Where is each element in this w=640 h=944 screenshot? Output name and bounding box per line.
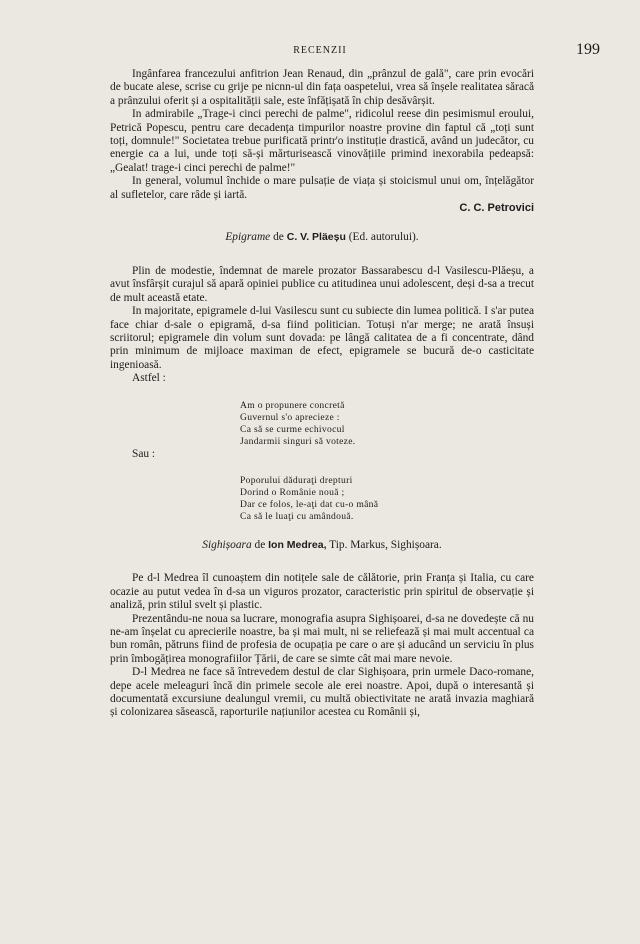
epigram-2-line-3: Dar ce folos, le-aţi dat cu-o mână <box>240 498 379 510</box>
review2-title <box>110 231 534 244</box>
review2-lead-1: Astfel : <box>132 372 166 385</box>
epigram-1-line-3: Ca să se curme echivocul <box>240 423 345 435</box>
review3-title <box>110 539 534 552</box>
review3-book-title: Sighișoara <box>202 538 252 551</box>
review2-lead-2: Sau : <box>132 447 156 460</box>
running-header: RECENZII <box>293 45 347 56</box>
review3-title-connector: de <box>254 538 266 551</box>
epigram-2-line-2: Dorind o Românie nouă ; <box>240 486 345 498</box>
review2-title-connector: de <box>273 231 284 244</box>
review1-paragraph-1: Ingânfarea francezului anfitrion Jean Renaud, din „prânzul de gală", care prin evocări de bucate alese, scrise cu grije pe nicnn-ul din fața oaspetelui, vrea să înșele realitatea săracă a prânzului oferit și a ospitalității sale, este înfățișată în chip desăvârșit. <box>110 68 534 107</box>
review1-signature: C. C. Petrovici <box>459 202 534 215</box>
page-body <box>110 68 534 720</box>
review2-book-title: Epigrame <box>225 231 271 244</box>
epigram-1-line-2: Guvernul s'o aprecieze : <box>240 411 340 423</box>
review2-paragraph-1: Plin de modestie, îndemnat de marele prozator Bassarabescu d-l Vasilescu-Plăeșu, a avut însfârșit curajul să apară opiniei publice cu atitudinea unui adolescent, deși d-sa a trecut de mult această etate. <box>110 264 534 304</box>
epigram-2-line-4: Ca să le luaţi cu amândouă. <box>240 510 354 522</box>
review3-paragraph-2: Prezentându-ne noua sa lucrare, monografia asupra Sighișoarei, d-sa ne dovedește că nu ne-am înșelat cu aprecierile noastre, ba și mai mult, ni se reliefează și mai mult accentual ca bun român, pătruns fiind de profesia de ocupația pe care o are și aducând un serviciu în plus prin îmbogățirea monografiilor Țării, de care se simte cât mai mare nevoie. <box>110 612 534 665</box>
review3-paragraph-3: D-l Medrea ne face să întrevedem destul de clar Sighișoara, prin urmele Daco-romane, depe acele meleaguri încă din primele secole ale erei noastre. Apoi, după o interesantă și documentată excursiune dealungul vremii, cu multă obiectivitate ne arată invazia maghiară și colonizarea săsească, raporturile națiunilor acestea cu Românii și, <box>110 666 534 719</box>
review3-book-publisher: Tip. Markus, Sighișoara. <box>329 538 442 551</box>
review1-paragraph-2: In admirabile „Trage-i cinci perechi de palme", ridicolul reese din pesimismul eroului, Petrică Popescu, pentru care decadența timpurilor noastre provine din faptul că „toți sunt toți, domnule!" Societatea trebue purificată printr'o instituție drastică, având un judecător, cu energie ca a lui, unde toți să-și mărturisească vinovățiile primind inexorabila pedeapsă: „Gealat! trage-i cinci perechi de palme!" <box>110 108 534 174</box>
epigram-1-line-1: Am o propunere concretă <box>240 399 345 411</box>
epigram-2-line-1: Poporului dăduraţi drepturi <box>240 474 353 486</box>
review2-paragraph-2: In majoritate, epigramele d-lui Vasilescu sunt cu subiecte din lumea politică. I s'ar putea face chiar d-sale o epigramă, d-sa fiind politician. Totuși n'ar merge; ne arată însuși scriitorul; epigramele din volum sunt dovada: pe lângă calitatea de a fi concentrate, dând prin minimum de mijloace maximan de efect, epigramele se bucură de-o casticitate ingenioasă. <box>110 305 534 371</box>
epigram-2 <box>240 475 534 523</box>
page-number: 199 <box>576 41 600 58</box>
epigram-1-line-4: Jandarmii singuri să voteze. <box>240 435 356 447</box>
review3-paragraph-1: Pe d-l Medrea îl cunoaștem din notițele sale de călătorie, prin Franța și Italia, cu care ocazie au putut vedea în d-sa un viguros prozator, caracteristic prin spiritul de observație și analiză, prin stilul svelt și plastic. <box>110 572 534 612</box>
review3-book-author: Ion Medrea, <box>268 538 327 551</box>
review2-book-publisher: (Ed. autorului). <box>348 231 419 244</box>
review1-paragraph-3: In general, volumul închide o mare pulsație de viața și stoicismul unui om, înțelăgător al sufletelor, care râde și iartă. <box>110 175 534 201</box>
epigram-1 <box>240 400 534 448</box>
review2-book-author: C. V. Pläeșu <box>286 231 346 244</box>
